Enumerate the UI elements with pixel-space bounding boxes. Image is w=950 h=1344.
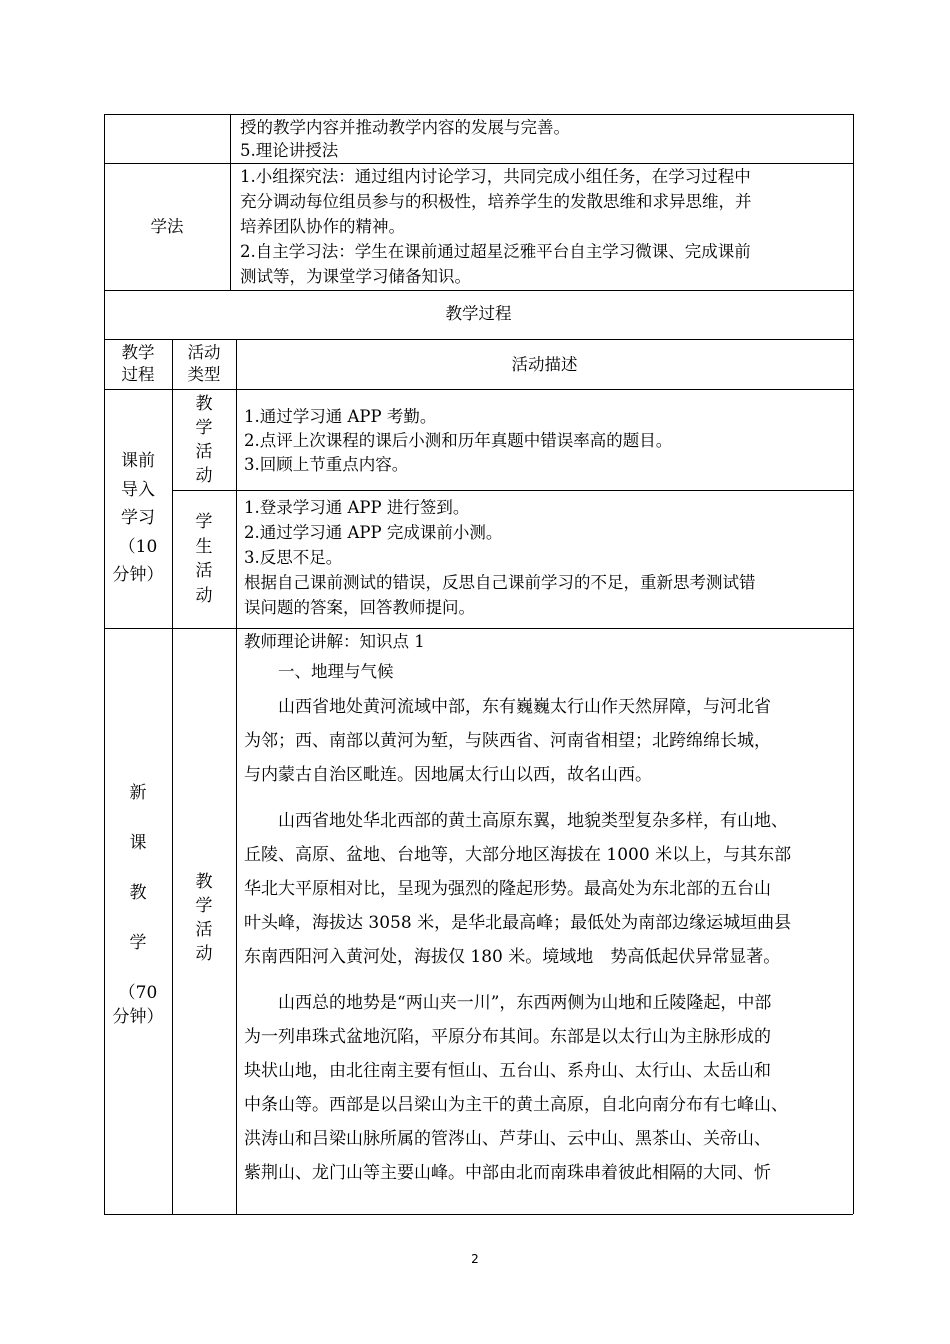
body-line: 山西总的地势是“两山夹一川”，东西两侧为山地和丘陵隆起，中部 <box>278 993 772 1013</box>
body-line: 丘陵、高原、盆地、台地等，大部分地区海拔在 1000 米以上，与其东部 <box>244 845 792 865</box>
type-char: 活 <box>195 920 213 940</box>
body-line: 叶头峰，海拔达 3058 米，是华北最高峰；最低处为南部边缘运城垣曲县 <box>244 913 792 933</box>
teacher-activity-type <box>172 392 236 488</box>
stage-line: （10 <box>118 536 158 557</box>
table-border-right <box>853 114 854 1214</box>
header-type <box>172 342 236 386</box>
xuefa-line: 2.自主学习法：学生在课前通过超星泛雅平台自主学习微课、完成课前 <box>240 242 751 261</box>
student-activity-line: 3.反思不足。 <box>244 548 343 567</box>
lecture-heading: 教师理论讲解：知识点 1 <box>244 632 425 651</box>
stage-line: 教 <box>129 883 147 903</box>
table-divider <box>230 114 231 290</box>
table-divider <box>104 389 853 390</box>
body-line: 与内蒙古自治区毗连。因地属太行山以西，故名山西。 <box>244 765 652 785</box>
stage-line: 新 <box>129 783 147 803</box>
teacher-activity-line: 3.回顾上节重点内容。 <box>244 455 409 474</box>
stage-line: （70 <box>118 983 158 1003</box>
stage-line: 分钟） <box>112 1007 164 1027</box>
table-divider <box>104 339 853 340</box>
header-description: 活动描述 <box>511 355 578 374</box>
stage-line: 学 <box>129 933 147 953</box>
body-line: 紫荆山、龙门山等主要山峰。中部由北而南珠串着彼此相隔的大同、忻 <box>244 1163 771 1183</box>
body-line: 中条山等。西部是以吕梁山为主干的黄土高原，自北向南分布有七峰山、 <box>244 1095 788 1115</box>
preclass-stage <box>104 447 172 590</box>
newclass-activity-type <box>172 870 236 966</box>
type-char: 学 <box>195 512 213 532</box>
type-char: 动 <box>195 944 213 964</box>
student-activity-line: 1.登录学习通 APP 进行签到。 <box>244 498 470 517</box>
body-line: 华北大平原相对比，呈现为强烈的隆起形势。最高处为东北部的五台山 <box>244 879 771 899</box>
xuefa-line: 培养团队协作的精神。 <box>240 217 405 236</box>
type-char: 学 <box>195 896 213 916</box>
stage-line: 分钟） <box>112 565 164 585</box>
type-char: 学 <box>195 418 213 438</box>
table-border-bottom <box>104 1214 853 1215</box>
student-activity-line: 误问题的答案，回答教师提问。 <box>244 598 475 617</box>
stage-line: 课前 <box>121 451 155 471</box>
type-char: 生 <box>195 536 213 557</box>
header-type-line: 活动 <box>187 343 221 362</box>
teacher-activity-line: 1.通过学习通 APP 考勤。 <box>244 407 437 426</box>
page-number: 2 <box>471 1252 479 1266</box>
body-line: 为一列串珠式盆地沉陷，平原分布其间。东部是以太行山为主脉形成的 <box>244 1027 771 1047</box>
table-divider <box>236 339 237 1214</box>
method-continuation-line: 授的教学内容并推动教学内容的发展与完善。 <box>240 118 570 137</box>
newclass-stage <box>104 781 172 1029</box>
stage-line: 导入 <box>121 479 155 500</box>
student-activity-line: 根据自己课前测试的错误，反思自己课前学习的不足，重新思考测试错 <box>244 573 756 592</box>
type-char: 动 <box>195 585 213 606</box>
teacher-activity-line: 2.点评上次课程的课后小测和历年真题中错误率高的题目。 <box>244 431 673 450</box>
xuefa-line: 测试等，为课堂学习储备知识。 <box>240 267 471 286</box>
student-activity-line: 2.通过学习通 APP 完成课前小测。 <box>244 523 503 542</box>
header-stage <box>104 342 172 386</box>
body-line: 山西省地处华北西部的黄土高原东翼，地貌类型复杂多样，有山地、 <box>278 811 788 831</box>
body-line: 块状山地，由北往南主要有恒山、五台山、系舟山、太行山、太岳山和 <box>244 1061 771 1081</box>
body-line: 为邻；西、南部以黄河为堑，与陕西省、河南省相望；北跨绵绵长城， <box>244 731 771 751</box>
xuefa-line: 充分调动每位组员参与的积极性，培养学生的发散思维和求异思维，并 <box>240 192 752 211</box>
type-char: 教 <box>195 394 213 414</box>
lecture-subheading: 一、地理与气候 <box>278 662 394 681</box>
table-border-left <box>104 114 105 1214</box>
body-line: 洪涛山和吕梁山脉所属的管涔山、芦芽山、云中山、黑茶山、关帝山、 <box>244 1129 771 1149</box>
type-char: 活 <box>195 442 213 462</box>
student-activity-type <box>172 510 236 608</box>
stage-line: 学习 <box>121 508 155 528</box>
table-divider <box>172 490 853 491</box>
type-char: 动 <box>195 466 213 486</box>
header-stage-line: 过程 <box>121 365 155 384</box>
xuefa-label: 学法 <box>150 217 184 236</box>
table-divider <box>104 290 853 291</box>
type-char: 教 <box>195 872 213 892</box>
method-continuation-line: 5.理论讲授法 <box>240 141 339 160</box>
header-stage-line: 教学 <box>121 343 155 362</box>
stage-line: 课 <box>129 833 147 853</box>
type-char: 活 <box>195 561 213 581</box>
header-type-line: 类型 <box>187 365 221 384</box>
body-line: 东南西阳河入黄河处，海拔仅 180 米。境域地 势高低起伏异常显著。 <box>244 947 781 967</box>
body-line: 山西省地处黄河流域中部，东有巍巍太行山作天然屏障，与河北省 <box>278 697 771 717</box>
process-title: 教学过程 <box>445 304 512 323</box>
table-divider <box>104 163 853 164</box>
table-divider <box>104 628 853 629</box>
table-border-top <box>104 114 853 115</box>
xuefa-line: 1.小组探究法：通过组内讨论学习，共同完成小组任务，在学习过程中 <box>240 167 751 186</box>
